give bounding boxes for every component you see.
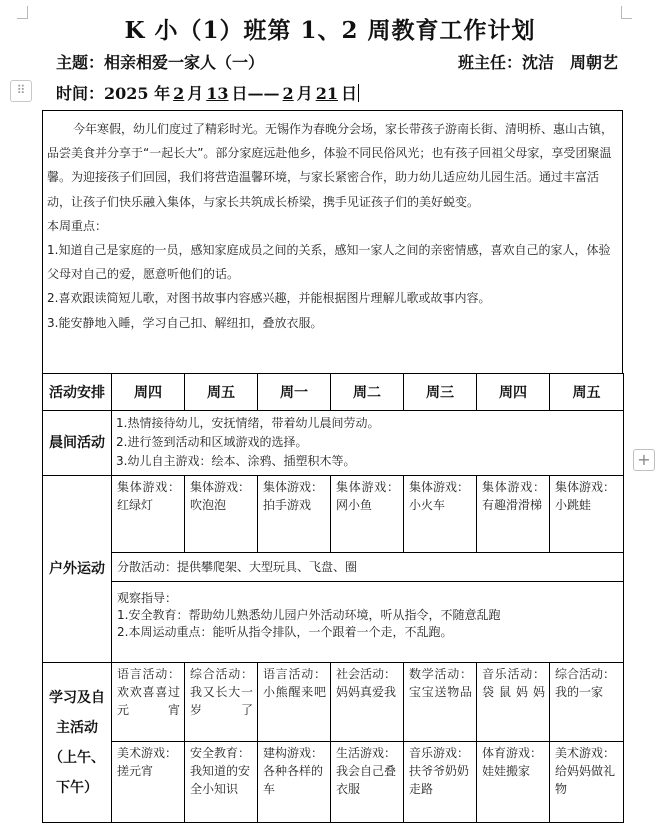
- month-char-2: 月: [296, 84, 313, 103]
- study-activity-text: 综合活动：我又长大一岁了: [190, 667, 253, 717]
- start-month: 2: [173, 84, 185, 103]
- study-game-cell[interactable]: [185, 742, 258, 823]
- game-type: 集体游戏：: [190, 480, 251, 494]
- game-type: 集体游戏：: [336, 480, 399, 494]
- game-name: 小火车: [409, 498, 446, 512]
- game-name: 小跳蛙: [555, 498, 592, 512]
- outdoor-game-cell[interactable]: [331, 476, 404, 553]
- study-activity-cell[interactable]: [477, 663, 550, 742]
- study-game-cell[interactable]: [550, 742, 624, 823]
- date-dash: ——: [247, 84, 280, 103]
- game-type: 集体游戏：: [409, 480, 470, 494]
- study-row-1: [43, 663, 624, 742]
- study-activity-text: 综合活动：我的一家: [555, 667, 616, 699]
- date-prefix: 时间：2025 年: [56, 84, 171, 103]
- date-line[interactable]: [56, 81, 359, 104]
- study-game-cell[interactable]: [112, 742, 185, 823]
- study-label-line-1: 学习及自: [49, 689, 105, 706]
- study-activity-cell[interactable]: [331, 663, 404, 742]
- guidance-item-2: 2.本周运动重点：能听从指令排队，一个跟着一个走，不乱跑。: [117, 625, 453, 639]
- morning-item-3: 3.幼儿自主游戏：绘本、涂鸦、插塑积木等。: [116, 454, 356, 468]
- month-char-1: 月: [187, 84, 204, 103]
- study-activity-cell[interactable]: [112, 663, 185, 742]
- morning-item-1: 1.热情接待幼儿，安抚情绪，带着幼儿晨间劳动。: [116, 416, 380, 430]
- study-game-type: 建构游戏：: [263, 746, 324, 760]
- outdoor-guidance-row: [43, 582, 624, 663]
- theme-line: 主题：相亲相爱一家人（一）: [56, 53, 265, 72]
- morning-content-cell[interactable]: [112, 411, 624, 476]
- study-activity-text: 音乐活动：袋鼠妈妈: [482, 667, 545, 699]
- study-game-cell[interactable]: [404, 742, 477, 823]
- study-activity-text: 语言活动：欢欢喜喜过元宵: [117, 667, 180, 717]
- teacher-line: 班主任：沈洁 周朝艺: [457, 53, 618, 72]
- study-game-name: 我会自己叠衣服: [336, 764, 397, 796]
- outdoor-game-cell[interactable]: [404, 476, 477, 553]
- game-name: 红绿灯: [117, 498, 154, 512]
- study-row-2: [43, 742, 624, 823]
- table-drag-handle-icon[interactable]: ⠿: [10, 80, 32, 102]
- header-fri-1: 周五: [185, 374, 258, 411]
- outdoor-game-cell[interactable]: [550, 476, 624, 553]
- study-label-line-2: 主活动: [56, 719, 98, 736]
- study-game-type: 音乐游戏：: [409, 746, 470, 760]
- focus-item-2: 2.喜欢跟读简短儿歌，对图书故事内容感兴趣，并能根据图片理解儿歌或故事内容。: [47, 291, 491, 306]
- add-column-icon[interactable]: +: [633, 449, 655, 471]
- study-game-name: 各种各样的车: [263, 764, 324, 796]
- game-name: 网小鱼: [336, 498, 373, 512]
- game-name: 吹泡泡: [190, 498, 227, 512]
- header-wed: 周三: [404, 374, 477, 411]
- outdoor-game-cell[interactable]: [185, 476, 258, 553]
- end-month: 2: [282, 84, 294, 103]
- study-game-type: 美术游戏：: [117, 746, 178, 760]
- game-name: 有趣滑滑梯: [482, 498, 543, 512]
- focus-item-3: 3.能安静地入睡，学习自己扣、解纽扣，叠放衣服。: [47, 315, 323, 330]
- text-cursor: [358, 84, 359, 102]
- guidance-item-1: 1.安全教育：帮助幼儿熟悉幼儿园户外活动环境，听从指令，不随意乱跑: [117, 608, 501, 622]
- start-day: 13: [206, 84, 229, 103]
- guidance-cell[interactable]: [112, 582, 624, 663]
- morning-label: 晨间活动: [43, 411, 112, 476]
- study-label: [43, 663, 112, 823]
- focus-title: 本周重点：: [47, 218, 108, 233]
- study-activity-cell[interactable]: [550, 663, 624, 742]
- study-activity-text: 语言活动：小熊醒来吧: [263, 667, 326, 699]
- study-game-cell[interactable]: [477, 742, 550, 823]
- study-game-cell[interactable]: [331, 742, 404, 823]
- study-activity-text: 社会活动：妈妈真爱我: [336, 667, 397, 699]
- morning-item-2: 2.进行签到活动和区域游戏的选择。: [116, 435, 308, 449]
- study-game-name: 娃娃搬家: [482, 764, 531, 778]
- game-type: 集体游戏：: [117, 480, 180, 494]
- study-game-type: 美术游戏：: [555, 746, 616, 760]
- morning-row: [43, 411, 624, 476]
- header-activity: 活动安排: [43, 374, 112, 411]
- game-type: 集体游戏：: [263, 480, 324, 494]
- plan-sheet: [42, 110, 623, 825]
- study-game-cell[interactable]: [258, 742, 331, 823]
- focus-item-1: 1.知道自己是家庭的一员，感知家庭成员之间的关系，感知一家人之间的亲密情感，喜欢自己的家人，体验父母对自己的爱，愿意听他们的话。: [47, 243, 611, 282]
- end-day-char: 日: [340, 84, 357, 103]
- header-mon: 周一: [258, 374, 331, 411]
- intro-paragraph: 今年寒假，幼儿们度过了精彩时光。无锡作为春晚分会场，家长带孩子游南长街、清明桥、惠山古镇，品尝美食并分享于“一起长大”。部分家庭远赴他乡，体验不同民俗风光；也有孩子回祖父母家，享受团聚温馨。为迎接孩子们回园，我们将营造温馨环境，与家长紧密合作，助力幼儿适应幼儿园生活。通过丰富活动，让孩子们快乐融入集体，与家长共筑成长桥梁，携手见证孩子们的美好蜕变。: [47, 122, 614, 209]
- study-game-type: 生活游戏：: [336, 746, 397, 760]
- scatter-activity-cell[interactable]: [112, 553, 624, 582]
- intro-cell[interactable]: [42, 110, 623, 374]
- header-thu-2: 周四: [477, 374, 550, 411]
- study-activity-cell[interactable]: [258, 663, 331, 742]
- study-activity-text: 数学活动：宝宝送物品: [409, 667, 472, 699]
- study-game-name: 扶爷爷奶奶走路: [409, 764, 470, 796]
- game-name: 拍手游戏: [263, 498, 312, 512]
- study-label-line-4: 下午）: [56, 779, 98, 796]
- study-game-name: 我知道的安全小知识: [190, 764, 251, 796]
- header-thu-1: 周四: [112, 374, 185, 411]
- schedule-header-row: [43, 374, 624, 411]
- schedule-table: [42, 373, 624, 823]
- outdoor-game-cell[interactable]: [477, 476, 550, 553]
- study-game-type: 安全教育：: [190, 746, 251, 760]
- guidance-title: 观察指导：: [117, 591, 178, 605]
- outdoor-game-cell[interactable]: [112, 476, 185, 553]
- study-game-type: 体育游戏：: [482, 746, 543, 760]
- outdoor-label: 户外运动: [43, 476, 112, 663]
- study-activity-cell[interactable]: [404, 663, 477, 742]
- study-label-line-3: （上午、: [49, 749, 105, 766]
- day-char-1: 日: [231, 84, 248, 103]
- page-title: K 小（1）班第 1、2 周教育工作计划: [124, 17, 536, 44]
- study-game-name: 给妈妈做礼物: [555, 764, 616, 796]
- outdoor-game-cell[interactable]: [258, 476, 331, 553]
- header-tue: 周二: [331, 374, 404, 411]
- game-type: 集体游戏：: [555, 480, 616, 494]
- scatter-activity-text: 分散活动：提供攀爬架、大型玩具、飞盘、圈: [117, 560, 358, 574]
- outdoor-games-row: [43, 476, 624, 553]
- outdoor-scatter-row: [43, 553, 624, 582]
- game-type: 集体游戏：: [482, 480, 545, 494]
- study-activity-cell[interactable]: [185, 663, 258, 742]
- end-day: 21: [315, 84, 338, 103]
- header-fri-2: 周五: [550, 374, 624, 411]
- study-game-name: 搓元宵: [117, 764, 154, 778]
